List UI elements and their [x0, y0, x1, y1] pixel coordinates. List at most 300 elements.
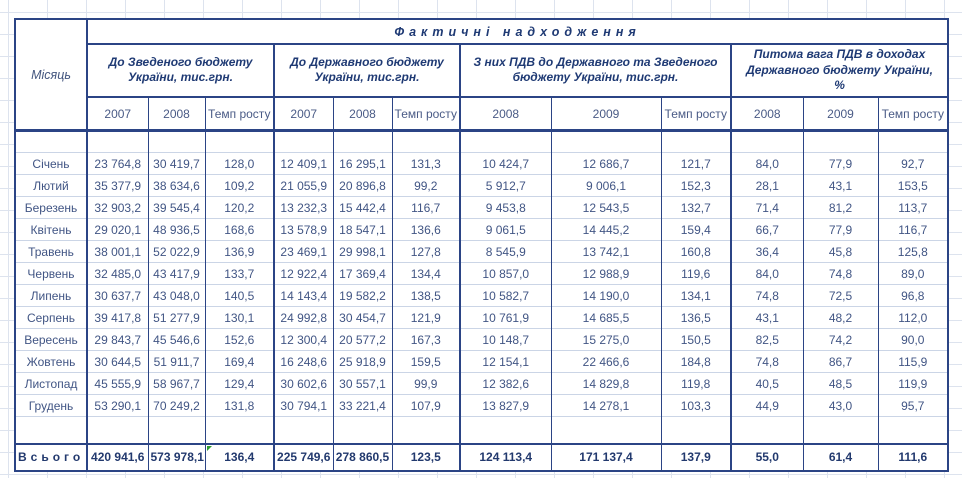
data-cell — [661, 351, 731, 373]
month-cell: Квітень — [15, 219, 87, 241]
data-cell — [87, 373, 148, 395]
cell-value: 12 300,4 — [280, 332, 328, 347]
cell-value: 111,6 — [898, 450, 928, 465]
data-cell — [731, 285, 803, 307]
cell-value: 38 001,1 — [94, 244, 142, 259]
data-cell — [803, 153, 878, 175]
cell-value: 14 445,2 — [582, 222, 630, 237]
data-cell — [205, 373, 274, 395]
data-cell — [333, 373, 392, 395]
cell-value: 159,4 — [680, 222, 711, 237]
data-cell — [731, 197, 803, 219]
data-cell — [803, 307, 878, 329]
data-cell — [333, 395, 392, 417]
cell-value: 30 602,6 — [280, 376, 328, 391]
data-cell — [731, 153, 803, 175]
data-cell — [148, 307, 205, 329]
cell-value: 74,8 — [755, 354, 779, 369]
empty-cell — [460, 417, 551, 444]
data-cell — [392, 263, 460, 285]
data-cell — [87, 395, 148, 417]
table-row — [15, 329, 948, 351]
year-col-2008: 2008 — [460, 97, 551, 131]
cell-value: 36,4 — [755, 244, 779, 259]
data-cell — [274, 285, 333, 307]
empty-cell — [803, 417, 878, 444]
data-cell — [333, 285, 392, 307]
empty-cell — [551, 131, 661, 153]
month-column-header: Місяць — [15, 19, 87, 131]
data-cell — [551, 444, 661, 471]
cell-value: 12 543,5 — [582, 200, 630, 215]
total-row — [15, 444, 948, 471]
cell-value: 116,7 — [898, 222, 928, 237]
data-cell — [392, 175, 460, 197]
table-row — [15, 175, 948, 197]
cell-value: 61,4 — [828, 450, 853, 465]
cell-value: 43,1 — [755, 310, 779, 325]
group-header-pdv: З них ПДВ до Державного та Зведеного бюджету України, тис.грн. — [460, 44, 731, 97]
data-cell — [878, 175, 948, 197]
data-cell — [205, 263, 274, 285]
year-col-2008: 2008 — [731, 97, 803, 131]
cell-value: 52 022,9 — [153, 244, 200, 259]
data-cell — [333, 444, 392, 471]
data-cell — [460, 329, 551, 351]
cell-value: 125,8 — [897, 244, 928, 259]
cell-value: 19 582,2 — [339, 288, 386, 303]
data-cell — [205, 395, 274, 417]
cell-value: 95,7 — [901, 398, 925, 413]
data-cell — [205, 307, 274, 329]
data-cell — [460, 197, 551, 219]
cell-value: 39 545,4 — [153, 200, 200, 215]
cell-value: 123,5 — [410, 450, 441, 465]
cell-value: 96,8 — [901, 288, 925, 303]
empty-cell — [274, 417, 333, 444]
table-row — [15, 373, 948, 395]
data-cell — [392, 197, 460, 219]
cell-value: 127,8 — [410, 244, 441, 259]
data-cell — [878, 153, 948, 175]
cell-value: 51 911,7 — [153, 354, 200, 369]
empty-cell — [878, 131, 948, 153]
data-cell — [87, 285, 148, 307]
data-cell — [274, 175, 333, 197]
data-cell — [803, 175, 878, 197]
cell-value: 51 277,9 — [153, 310, 200, 325]
data-cell — [551, 241, 661, 263]
data-cell — [551, 329, 661, 351]
cell-value: 10 761,9 — [482, 310, 530, 325]
cell-value: 84,0 — [755, 156, 779, 171]
empty-cell — [392, 417, 460, 444]
cell-value: 44,9 — [755, 398, 779, 413]
data-cell — [333, 219, 392, 241]
data-cell — [878, 285, 948, 307]
empty-cell — [803, 131, 878, 153]
cell-value: 32 903,2 — [94, 200, 142, 215]
cell-value: 136,5 — [680, 310, 711, 325]
empty-cell — [661, 131, 731, 153]
data-cell — [460, 395, 551, 417]
data-cell — [878, 329, 948, 351]
data-cell — [148, 444, 205, 471]
data-cell — [551, 153, 661, 175]
data-cell — [148, 285, 205, 307]
data-cell — [661, 395, 731, 417]
data-cell — [333, 197, 392, 219]
cell-value: 14 143,4 — [280, 288, 328, 303]
month-cell: Серпень — [15, 307, 87, 329]
data-cell — [803, 395, 878, 417]
data-cell — [392, 444, 460, 471]
cell-value: 45,8 — [828, 244, 853, 259]
data-cell — [148, 241, 205, 263]
data-cell — [661, 153, 731, 175]
cell-value: 109,2 — [224, 178, 255, 193]
data-cell — [392, 307, 460, 329]
temp-rostu-col: Темп росту — [392, 97, 460, 131]
table-row — [15, 197, 948, 219]
cell-value: 43,1 — [828, 178, 853, 193]
cell-value: 20 896,8 — [339, 178, 386, 193]
cell-value: 48,2 — [828, 310, 853, 325]
empty-cell — [731, 417, 803, 444]
data-cell — [460, 175, 551, 197]
data-cell — [205, 219, 274, 241]
data-cell — [333, 241, 392, 263]
data-cell — [803, 373, 878, 395]
data-cell — [87, 241, 148, 263]
cell-value: 14 190,0 — [582, 288, 630, 303]
cell-value: 134,1 — [680, 288, 711, 303]
cell-value: 40,5 — [755, 376, 779, 391]
cell-value: 119,8 — [681, 376, 711, 391]
table-row — [15, 285, 948, 307]
cell-value: 112,0 — [898, 310, 928, 325]
cell-value: 128,0 — [224, 156, 255, 171]
cell-value: 30 419,7 — [153, 156, 200, 171]
cell-value: 14 829,8 — [582, 376, 630, 391]
cell-value: 113,7 — [898, 200, 928, 215]
cell-value: 29 843,7 — [94, 332, 142, 347]
data-cell — [661, 263, 731, 285]
cell-value: 131,8 — [224, 398, 255, 413]
cell-value: 138,5 — [410, 288, 441, 303]
cell-value: 28,1 — [755, 178, 779, 193]
cell-value: 152,6 — [224, 332, 255, 347]
data-cell — [803, 444, 878, 471]
cell-value: 169,4 — [224, 354, 255, 369]
data-cell — [661, 307, 731, 329]
data-cell — [551, 395, 661, 417]
cell-value: 12 686,7 — [582, 156, 630, 171]
cell-value: 115,9 — [898, 354, 928, 369]
cell-value: 12 922,4 — [280, 266, 328, 281]
data-cell — [274, 153, 333, 175]
cell-value: 45 546,6 — [153, 332, 200, 347]
data-cell — [661, 197, 731, 219]
data-cell — [205, 241, 274, 263]
data-cell — [392, 241, 460, 263]
group-header-derzhavnyi-budget: До Державного бюджету України, тис.грн. — [274, 44, 460, 97]
cell-value: 153,5 — [897, 178, 928, 193]
cell-value: 136,9 — [224, 244, 255, 259]
cell-value: 32 485,0 — [94, 266, 142, 281]
cell-value: 99,9 — [414, 376, 438, 391]
temp-rostu-col: Темп росту — [661, 97, 731, 131]
data-cell — [803, 241, 878, 263]
cell-value: 10 582,7 — [482, 288, 530, 303]
data-cell — [87, 175, 148, 197]
cell-value: 8 545,9 — [485, 244, 526, 259]
data-cell — [551, 351, 661, 373]
group-header-row — [15, 44, 948, 97]
month-cell: Листопад — [15, 373, 87, 395]
cell-value: 107,9 — [410, 398, 441, 413]
cell-value: 12 409,1 — [280, 156, 328, 171]
data-cell — [205, 444, 274, 471]
month-cell: Червень — [15, 263, 87, 285]
data-cell — [87, 219, 148, 241]
cell-value: 30 557,1 — [339, 376, 386, 391]
empty-cell — [878, 417, 948, 444]
data-cell — [460, 373, 551, 395]
empty-cell — [333, 417, 392, 444]
data-cell — [878, 241, 948, 263]
cell-value: 71,4 — [755, 200, 779, 215]
cell-value: 48 936,5 — [153, 222, 200, 237]
table-title: Фактичні надходження — [87, 19, 948, 44]
data-cell — [460, 285, 551, 307]
spacer-row — [15, 131, 948, 153]
data-cell — [205, 175, 274, 197]
data-cell — [803, 263, 878, 285]
data-cell — [274, 263, 333, 285]
data-cell — [274, 307, 333, 329]
data-cell — [87, 263, 148, 285]
cell-value: 23 764,8 — [94, 156, 142, 171]
data-cell — [661, 444, 731, 471]
cell-value: 136,4 — [224, 450, 255, 465]
table-row — [15, 241, 948, 263]
cell-value: 121,9 — [410, 310, 441, 325]
data-cell — [803, 219, 878, 241]
cell-value: 119,9 — [898, 376, 928, 391]
table-row — [15, 153, 948, 175]
data-cell — [661, 329, 731, 351]
empty-cell — [661, 417, 731, 444]
data-cell — [87, 329, 148, 351]
data-cell — [333, 175, 392, 197]
cell-value: 29 020,1 — [94, 222, 142, 237]
data-cell — [392, 329, 460, 351]
cell-value: 30 794,1 — [280, 398, 328, 413]
cell-value: 124 113,4 — [479, 450, 533, 465]
cell-value: 14 278,1 — [582, 398, 630, 413]
cell-value: 13 232,3 — [280, 200, 328, 215]
data-cell — [878, 395, 948, 417]
empty-cell — [87, 131, 148, 153]
cell-value: 20 577,2 — [339, 332, 386, 347]
cell-value: 15 275,0 — [582, 332, 630, 347]
cell-value: 10 148,7 — [482, 332, 530, 347]
cell-value: 43 417,9 — [153, 266, 200, 281]
cell-value: 74,8 — [828, 266, 853, 281]
data-cell — [205, 351, 274, 373]
data-cell — [392, 351, 460, 373]
cell-value: 82,5 — [755, 332, 779, 347]
table-row — [15, 263, 948, 285]
data-cell — [148, 395, 205, 417]
data-cell — [87, 307, 148, 329]
cell-value: 137,9 — [680, 450, 711, 465]
data-cell — [274, 197, 333, 219]
data-cell — [460, 444, 551, 471]
data-cell — [333, 307, 392, 329]
data-cell — [392, 153, 460, 175]
cell-value: 9 006,1 — [585, 178, 627, 193]
year-col-2009: 2009 — [551, 97, 661, 131]
cell-value: 99,2 — [414, 178, 438, 193]
data-cell — [274, 219, 333, 241]
data-cell — [148, 351, 205, 373]
data-cell — [731, 395, 803, 417]
cell-value: 22 466,6 — [582, 354, 630, 369]
cell-value: 58 967,7 — [153, 376, 200, 391]
data-cell — [148, 175, 205, 197]
data-cell — [731, 373, 803, 395]
cell-value: 39 417,8 — [94, 310, 142, 325]
cell-value: 89,0 — [901, 266, 925, 281]
year-col-2009: 2009 — [803, 97, 878, 131]
cell-value: 12 382,6 — [482, 376, 530, 391]
data-cell — [333, 153, 392, 175]
empty-cell — [148, 131, 205, 153]
cell-value: 70 249,2 — [153, 398, 200, 413]
table-title-row — [15, 19, 948, 44]
cell-value: 17 369,4 — [339, 266, 386, 281]
cell-value: 86,7 — [828, 354, 853, 369]
data-cell — [661, 285, 731, 307]
empty-cell — [205, 131, 274, 153]
month-cell: Травень — [15, 241, 87, 263]
data-cell — [87, 444, 148, 471]
data-cell — [274, 373, 333, 395]
data-cell — [148, 263, 205, 285]
cell-value: 12 988,9 — [582, 266, 630, 281]
data-cell — [661, 219, 731, 241]
data-cell — [551, 263, 661, 285]
cell-value: 119,6 — [681, 266, 711, 281]
empty-cell — [551, 417, 661, 444]
cell-value: 24 992,8 — [280, 310, 328, 325]
cell-value: 84,0 — [755, 266, 779, 281]
total-label: Всього — [15, 444, 87, 471]
data-cell — [661, 175, 731, 197]
cell-value: 150,5 — [680, 332, 711, 347]
year-col-2007: 2007 — [87, 97, 148, 131]
cell-value: 132,7 — [680, 200, 711, 215]
cell-value: 55,0 — [755, 450, 779, 465]
year-header-row — [15, 97, 948, 131]
data-cell — [878, 373, 948, 395]
cell-value: 167,3 — [410, 332, 441, 347]
empty-cell — [731, 131, 803, 153]
data-cell — [803, 329, 878, 351]
cell-value: 72,5 — [828, 288, 853, 303]
data-cell — [274, 351, 333, 373]
data-cell — [460, 153, 551, 175]
cell-value: 10 857,0 — [482, 266, 530, 281]
cell-value: 131,3 — [410, 156, 441, 171]
data-cell — [731, 175, 803, 197]
data-cell — [551, 219, 661, 241]
cell-value: 30 644,5 — [94, 354, 142, 369]
cell-value: 159,5 — [410, 354, 441, 369]
data-cell — [661, 373, 731, 395]
data-cell — [460, 263, 551, 285]
cell-value: 81,2 — [828, 200, 853, 215]
table-row — [15, 307, 948, 329]
data-cell — [205, 285, 274, 307]
data-cell — [87, 197, 148, 219]
cell-value: 10 424,7 — [482, 156, 530, 171]
cell-value: 13 578,9 — [280, 222, 328, 237]
month-cell: Липень — [15, 285, 87, 307]
data-cell — [878, 197, 948, 219]
data-cell — [731, 241, 803, 263]
cell-value: 13 742,1 — [582, 244, 630, 259]
data-cell — [878, 444, 948, 471]
cell-value: 66,7 — [755, 222, 779, 237]
cell-value: 74,2 — [828, 332, 853, 347]
empty-cell — [460, 131, 551, 153]
cell-value: 15 442,4 — [339, 200, 386, 215]
data-cell — [551, 373, 661, 395]
cell-value: 77,9 — [828, 222, 853, 237]
cell-value: 30 637,7 — [94, 288, 142, 303]
cell-value: 134,4 — [410, 266, 441, 281]
cell-value: 121,7 — [680, 156, 711, 171]
cell-value: 53 290,1 — [94, 398, 142, 413]
year-col-2007: 2007 — [274, 97, 333, 131]
cell-value: 120,2 — [224, 200, 255, 215]
cell-value: 77,9 — [828, 156, 853, 171]
cell-value: 74,8 — [755, 288, 779, 303]
cell-value: 136,6 — [410, 222, 441, 237]
spacer-row — [15, 417, 948, 444]
temp-rostu-col: Темп росту — [878, 97, 948, 131]
cell-value: 43 048,0 — [153, 288, 200, 303]
data-cell — [274, 329, 333, 351]
cell-value: 90,0 — [901, 332, 925, 347]
month-cell: Грудень — [15, 395, 87, 417]
cell-value: 18 547,1 — [339, 222, 386, 237]
cell-value: 420 941,6 — [91, 450, 145, 465]
cell-value: 45 555,9 — [94, 376, 142, 391]
cell-value: 160,8 — [680, 244, 711, 259]
cell-value: 278 860,5 — [335, 450, 390, 465]
cell-value: 9 453,8 — [485, 200, 526, 215]
cell-value: 30 454,7 — [339, 310, 386, 325]
cell-value: 184,8 — [680, 354, 711, 369]
data-cell — [148, 153, 205, 175]
cell-value: 21 055,9 — [280, 178, 328, 193]
data-cell — [148, 219, 205, 241]
data-cell — [205, 329, 274, 351]
